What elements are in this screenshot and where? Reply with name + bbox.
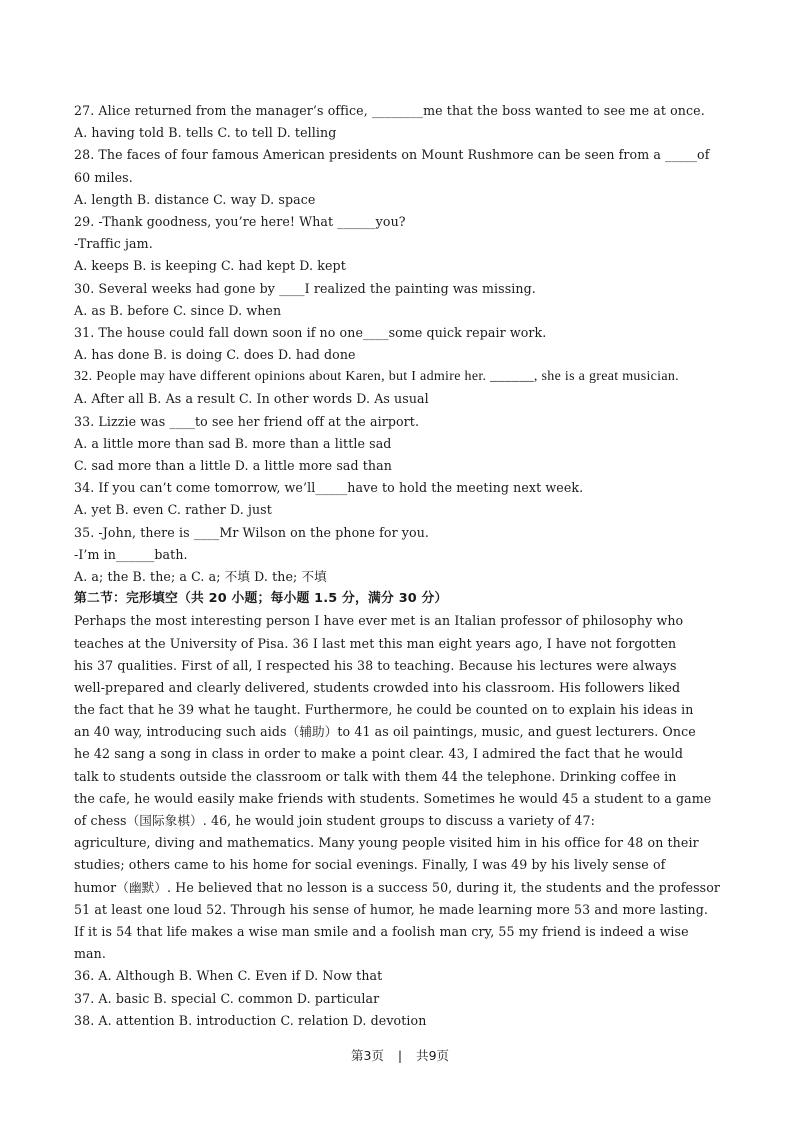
question-35-options: A. a; the B. the; a C. a; 不填 D. the; 不填 xyxy=(74,568,327,584)
passage-line: 51 at least one loud 52. Through his sense of humor, he made learning more 53 and more lasting. xyxy=(74,901,709,917)
passage-line: his 37 qualities. First of all, I respected his 38 to teaching. Because his lectures were always xyxy=(74,657,677,673)
passage-line: of chess（国际象棋）. 46, he would join student groups to discuss a variety of 47: xyxy=(74,813,595,828)
passage-line: studies; others came to his home for social evenings. Finally, I was 49 by his lively sense of xyxy=(74,857,666,873)
passage-line: he 42 sang a song in class in order to make a point clear. 43, I admired the fact that he would xyxy=(74,746,684,762)
question-32: 32. People may have different opinions about Karen, but I admire her. ______, she is a great musician. xyxy=(74,369,679,385)
question-30: 30. Several weeks had gone by ____I realized the painting was missing. xyxy=(74,280,536,296)
question-29: 29. -Thank goodness, you’re here! What ______you? xyxy=(74,213,406,229)
footer-separator: | xyxy=(397,1048,403,1063)
question-27: 27. Alice returned from the manager’s office, ________me that the boss wanted to see me at once. xyxy=(74,103,705,118)
question-33: 33. Lizzie was ____to see her friend off at the airport. xyxy=(74,413,420,429)
passage-line: the cafe, he would easily make friends with students. Sometimes he would 45 a student to a game xyxy=(74,790,712,806)
question-38: 38. A. attention B. introduction C. relation D. devotion xyxy=(74,1012,427,1028)
passage-line: Perhaps the most interesting person I have ever met is an Italian professor of philosophy who xyxy=(74,613,684,629)
question-33-options-ab: A. a little more than sad B. more than a little sad xyxy=(74,435,392,451)
question-35-reply: -I’m in______bath. xyxy=(74,546,188,562)
question-28-cont: 60 miles. xyxy=(74,169,133,185)
page-number: 第3页 xyxy=(350,1048,384,1063)
section-heading: 第二节：完形填空（共 20 小题；每小题 1.5 分，满分 30 分） xyxy=(74,591,448,607)
question-30-options: A. as B. before C. since D. when xyxy=(74,302,282,318)
question-37: 37. A. basic B. special C. common D. particular xyxy=(74,990,380,1006)
passage-line: If it is 54 that life makes a wise man smile and a foolish man cry, 55 my friend is indeed a wise xyxy=(74,923,689,939)
question-32-options: A. After all B. As a result C. In other words D. As usual xyxy=(74,391,429,407)
question-34: 34. If you can’t come tomorrow, we’ll_____have to hold the meeting next week. xyxy=(74,480,584,496)
question-34-options: A. yet B. even C. rather D. just xyxy=(74,502,272,518)
passage-line: talk to students outside the classroom or talk with them 44 the telephone. Drinking coffee in xyxy=(74,768,677,784)
question-33-options-cd: C. sad more than a little D. a little more sad than xyxy=(74,458,392,473)
passage-line: teaches at the University of Pisa. 36 I last met this man eight years ago, I have not forgotten xyxy=(74,635,677,651)
passage-line: agriculture, diving and mathematics. Many young people visited him in his office for 48 on their xyxy=(74,835,699,851)
question-28-options: A. length B. distance C. way D. space xyxy=(74,191,316,207)
question-29-options: A. keeps B. is keeping C. had kept D. kept xyxy=(74,258,346,274)
question-31: 31. The house could fall down soon if no one____some quick repair work. xyxy=(74,324,547,340)
page-total: 共9页 xyxy=(416,1048,450,1063)
passage-line: well-prepared and clearly delivered, students crowded into his classroom. His followers liked xyxy=(74,679,681,695)
passage-line: humor（幽默）. He believed that no lesson is a success 50, during it, the students and the professor xyxy=(74,879,721,895)
question-29-reply: -Traffic jam. xyxy=(74,236,153,252)
question-31-options: A. has done B. is doing C. does D. had done xyxy=(74,347,356,363)
page-footer xyxy=(0,1046,800,1064)
passage-line: an 40 way, introducing such aids（辅助）to 41 as oil paintings, music, and guest lecturers. Once xyxy=(74,724,696,740)
passage-line: the fact that he 39 what he taught. Furthermore, he could be counted on to explain his ideas in xyxy=(74,702,694,718)
document-body xyxy=(74,100,784,1032)
passage-line: man. xyxy=(74,946,106,962)
question-27-options: A. having told B. tells C. to tell D. telling xyxy=(74,125,337,141)
question-35: 35. -John, there is ____Mr Wilson on the phone for you. xyxy=(74,524,430,540)
question-28: 28. The faces of four famous American presidents on Mount Rushmore can be seen from a _____of xyxy=(74,147,710,163)
question-36: 36. A. Although B. When C. Even if D. Now that xyxy=(74,968,383,984)
